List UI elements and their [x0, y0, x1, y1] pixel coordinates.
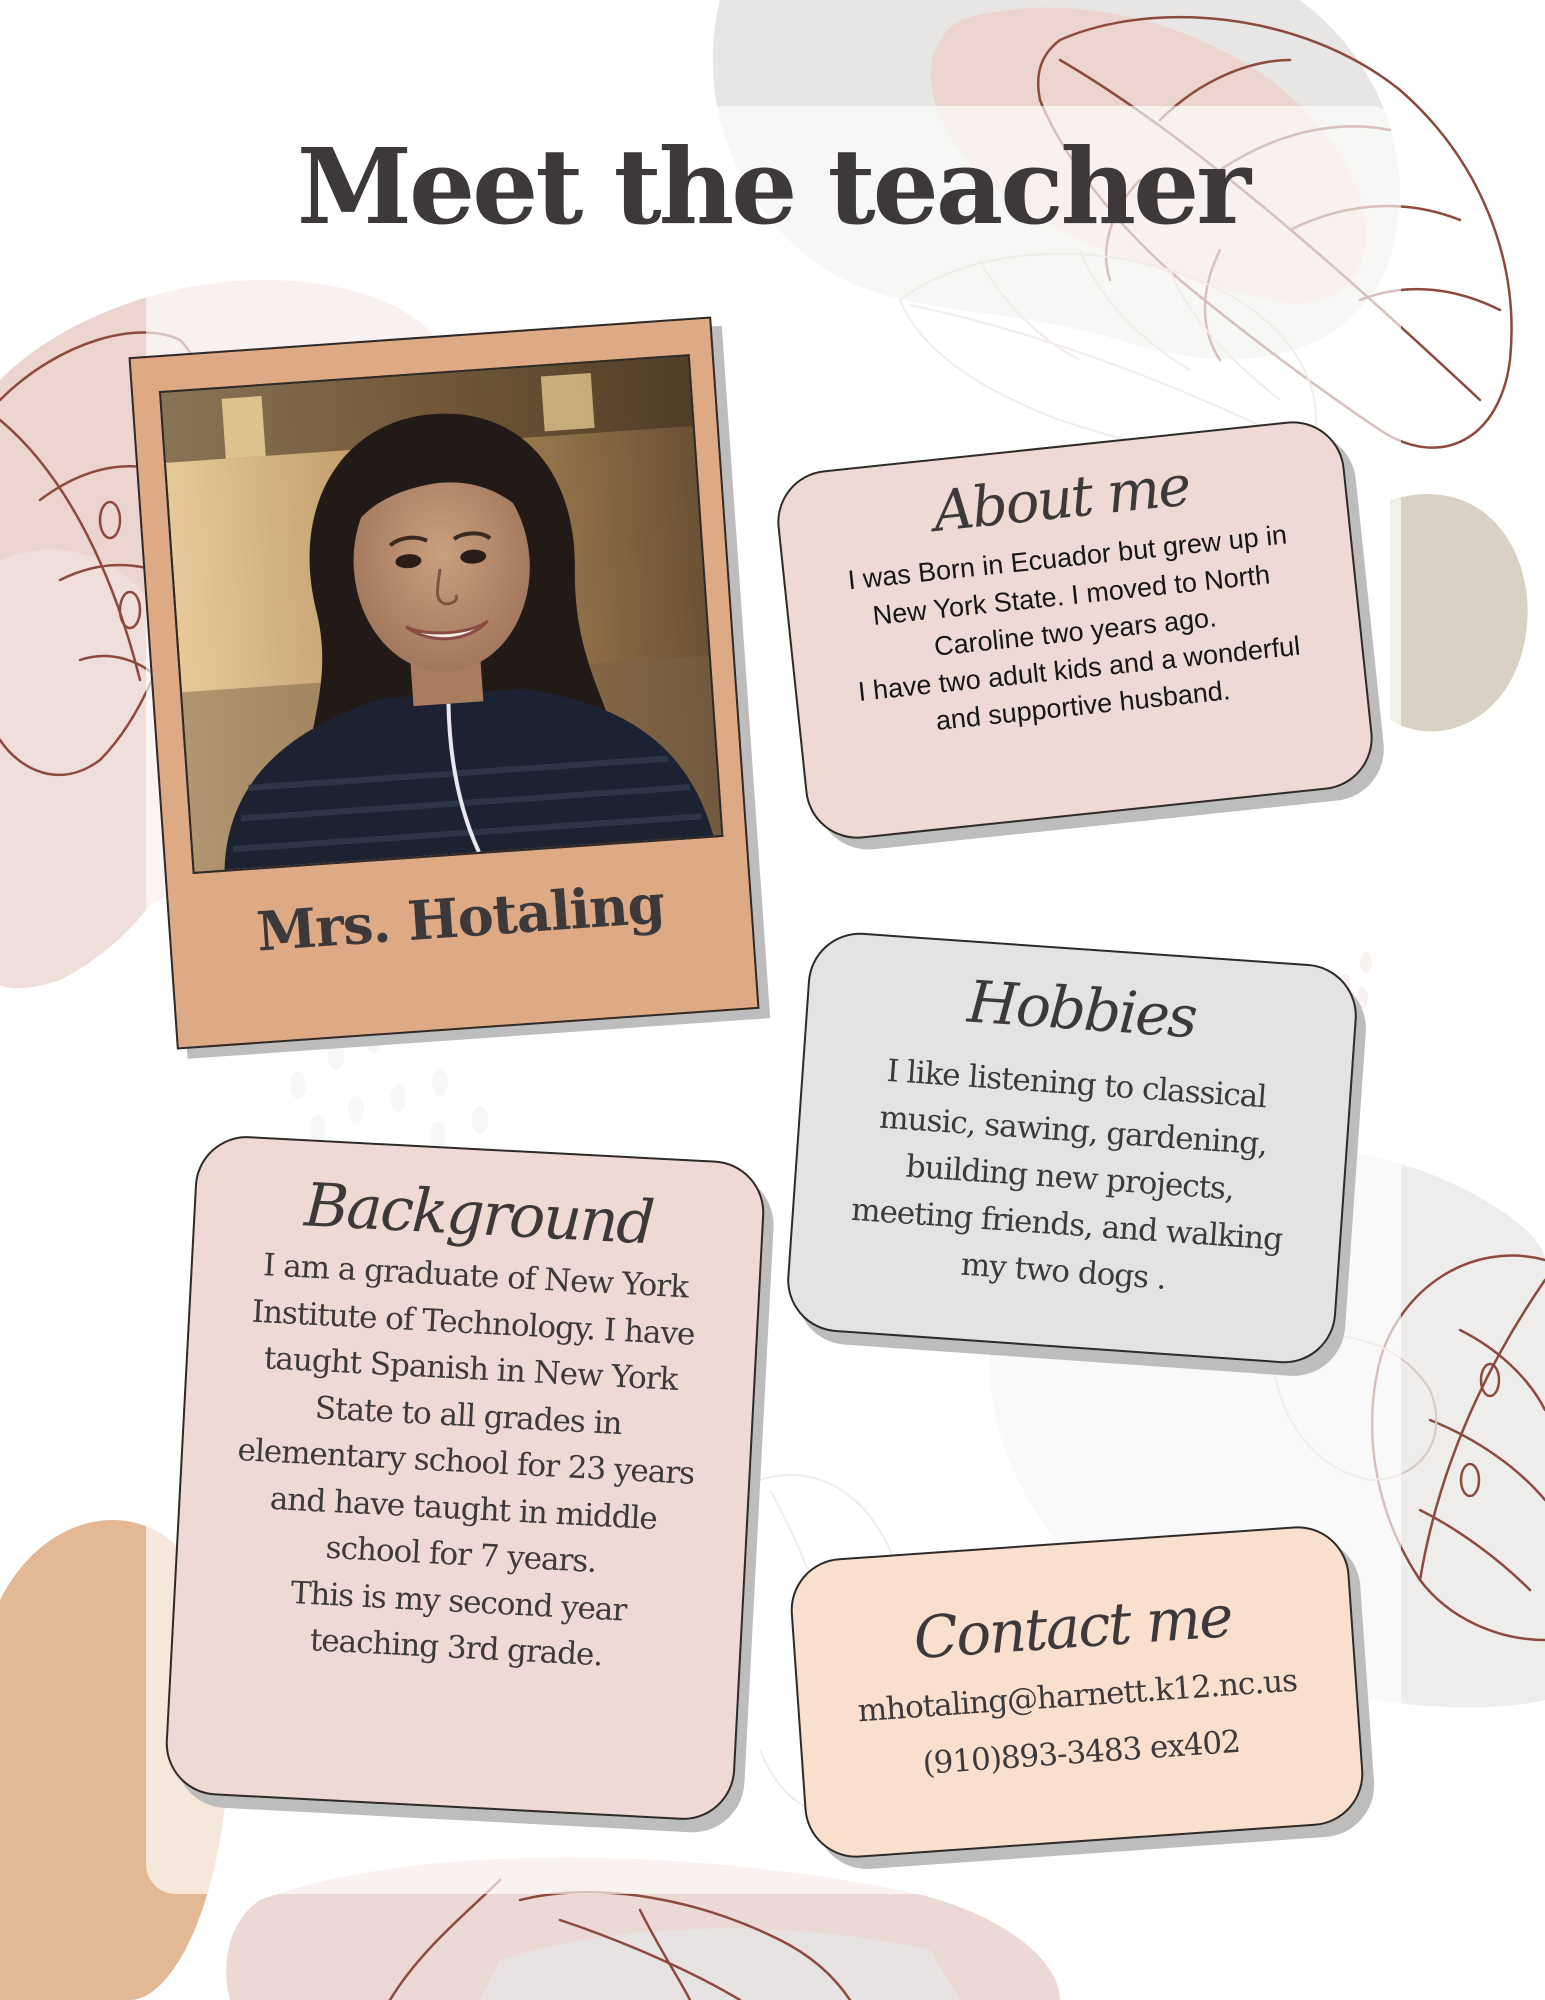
background-heading: Background: [302, 1170, 655, 1259]
teacher-name: Mrs. Hotaling: [254, 871, 667, 964]
teacher-photo-frame: [129, 316, 760, 1049]
background-text: I am a graduate of New York Institute of Technology. I have taught Spanish in New York State to all grades in elementary school for 23 years and have taught in middle school for 7 years. This is my second year teaching 3rd grade.: [236, 1247, 696, 1674]
teacher-portrait-illustration: [161, 356, 721, 872]
background-card: [163, 1134, 767, 1823]
about-me-text: I was Born in Ecuador but grew up in New York State. I moved to North Caroline two years ago. I have two adult kids and a wonderful and supportive husband.: [846, 519, 1302, 737]
contact-card: [787, 1523, 1367, 1861]
hobbies-card: [784, 929, 1361, 1366]
teacher-photo: [159, 354, 723, 874]
contact-heading: Contact me: [911, 1582, 1234, 1673]
contact-email: mhotaling@harnett.k12.nc.us: [856, 1662, 1299, 1729]
taupe-blob-right: [1390, 494, 1528, 731]
hobbies-heading: Hobbies: [965, 967, 1198, 1052]
hobbies-text: I like listening to classical music, sawing, gardening, building new projects, meeting friends, and walking my two dogs .: [850, 1052, 1284, 1297]
page-title: Meet the teacher: [296, 125, 1249, 248]
contact-phone: (910)893-3483 ex402: [921, 1723, 1242, 1782]
about-me-heading: About me: [930, 453, 1193, 545]
about-me-card: [772, 416, 1378, 844]
